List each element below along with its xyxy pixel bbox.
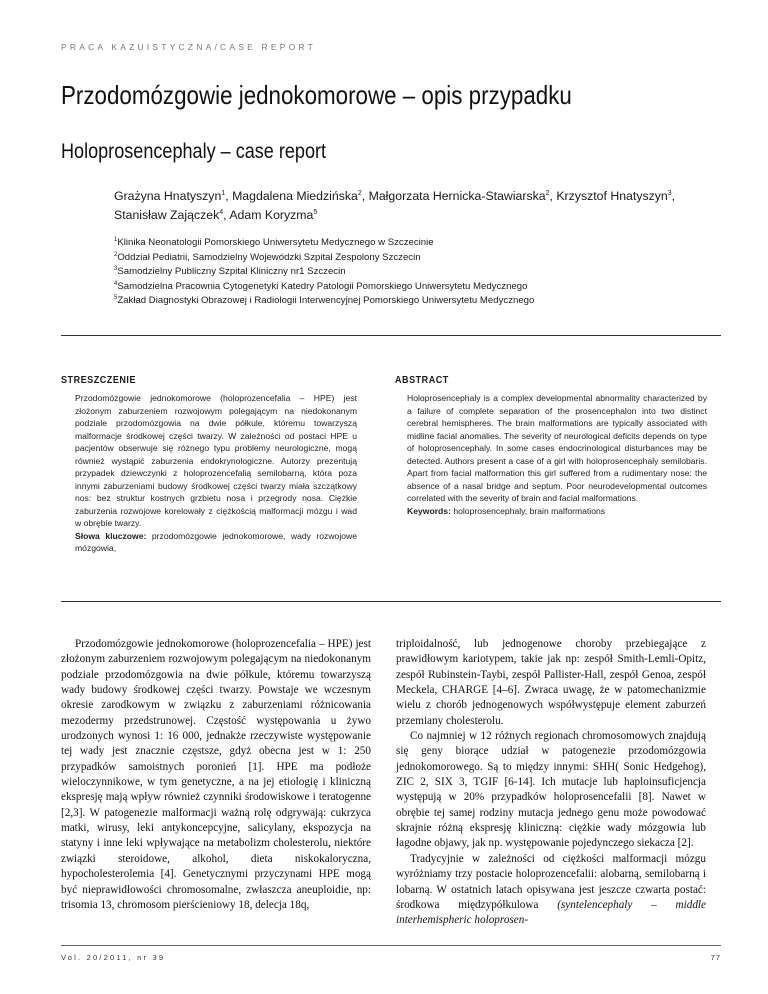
author-affiliation-marker: 2 (545, 189, 550, 197)
page-number: 77 (710, 953, 721, 962)
body-column-left (61, 637, 371, 913)
abstract-heading: ABSTRACT (395, 375, 449, 386)
keywords-en: holoprosencephaly, brain malformations (453, 505, 606, 516)
section-tag: PRACA KAZUISTYCZNA/CASE REPORT (61, 42, 317, 52)
affiliation: $^3$Samodzielny Publiczny Szpital Kliniczny nr1 Szczecin (114, 266, 346, 278)
paragraph: triploidalność, lub jednogenowe choroby przebiegające z prawidłowym kariotypem, takie jak np: zespół Smith-Lemli-Opitz, zespół Rubinstein-Taybi, zespół Pallister-Hall, zespół Genoa, zespół Meckela, CHARGE [4–6]. Zwraca uwagę, że w patomechanizmie wielu z chorób jednogenowych współwystępuje element zaburzeń przemiany cholesterolu. (396, 638, 706, 727)
author-list: Grażyna Hnatyszyn$^1$, Magdalena Miedzińska$^2$, Małgorzata Hernicka-Stawiarska$^2$, Krzysztof Hnatyszyn$^3$, Stanisław Zajączek$^4$, Adam Koryzma$^5$ (114, 189, 676, 222)
divider-bottom (61, 601, 721, 602)
affiliation: $^2$Oddział Pediatrii, Samodzielny Wojewódzki Szpital Zespolony Szczecin (114, 251, 421, 263)
body-column-right (396, 637, 706, 929)
author: Stanisław Zajączek (114, 208, 220, 222)
divider-top (61, 335, 721, 336)
paragraph: Co najmniej w 12 różnych regionach chromosomowych znajdują się geny biorące udział w patogenezie przodomózgowia jednokomorowego. Są to między innymi: SHH( Sonic Hedgehog), ZIC 2, SIX 3, TGIF [6-14]. Ich mutacje lub haploinsuficjencja występują w 20% przypadków holoprosencefalii [8]. Nawet w obrębie tej samej rodziny mutacja jednego genu może powodować skrajnie różną ekspresję kliniczną: ciężkie wady mózgowia lub łagodne objawy, jak np. występowanie pojedynczego siekacza [2]. (396, 730, 706, 850)
keywords-pl: przodomózgowie jednokomorowe, wady rozwojowe mózgowia, (75, 530, 357, 553)
streszczenie-heading: STRESZCZENIE (61, 375, 136, 386)
footer-rule (61, 945, 721, 946)
author-affiliation-marker: 5 (313, 208, 318, 216)
author: Adam Koryzma (229, 208, 314, 222)
author: Małgorzata Hernicka-Stawiarska (368, 189, 546, 203)
keywords-label-en: Keywords: (407, 505, 451, 516)
streszczenie-body: Przodomózgowie jednokomorowe (holoprozencefalia – HPE) jest złożonym zaburzeniem rozwojowym polegającym na niedokonanym podziale przodomózgowia na dwie półkule, któremu towarzyszą malformacje środkowej części twarzy. W zależności od postaci HPE u pacjentów obserwuje się różnego typu problemy neurologiczne, mogą również wystąpić zaburzenia endokrynologiczne. Autorzy prezentują przypadek dziewczynki z holoprozencefalią semilobarną, która poza innymi zaburzeniami budowy środkowej części twarzy miała szczątkowy nos: bez struktur kostnych grzbietu nosa i przegrody nosa. Ciężkie zaburzenia rozwojowe korelowały z ciężkością malformacji mózgu i wad w obrębie twarzy. Słowa kluczowe: przodomózgowie jednokomorowe, wady rozwojowe mózgowia, (75, 393, 357, 553)
author-affiliation-marker: 2 (357, 189, 362, 197)
affiliation: $^5$Zakład Diagnostyki Obrazowej i Radiologii Interwencyjnej Pomorskiego Uniwersytetu Medycznego (114, 295, 535, 307)
author-affiliation-marker: 1 (221, 189, 226, 197)
author: Magdalena Miedzińska (232, 189, 358, 203)
paragraph: Przodomózgowie jednokomorowe (holoprozencefalia – HPE) jest złożonym zaburzeniem rozwojowym polegającym na niedokonanym podziale przodomózgowia na dwie półkule, któremu towarzyszą wady budowy środkowej części twarzy. Powstaje we wczesnym okresie zarodkowym w związku z zaburzeniami różnicowania mezodermy przedstrunowej. Częstość występowania u żywo urodzonych wynosi 1: 16 000, jednakże rzeczywiste występowanie tej wady jest znacznie częstsze, gdyż obecna jest w 1: 250 przypadków samoistnych poronień [1]. HPE ma podłoże wieloczynnikowe, w tym genetyczne, a na jej etiologię i kliniczną ekspresję mają wpływ również czynniki środowiskowe i teratogenne [2,3]. W patogenezie malformacji ważną rolę odgrywają: cukrzyca matki, wirusy, leki antykoncepcyjne, salicylany, ekspozycja na statyny i inne leki wpływające na metabolizm cholesterolu, niektóre związki steroidowe, alkohol, dieta niskokaloryczna, hypocholesterolemia [4]. Genetycznymi przyczynami HPE mogą być nieprawidłowości chromosomalne, zwłaszcza aneuploidie, np: trisomia 13, chromosom pierścieniowy 18, delecja 18q, (61, 638, 371, 911)
author-affiliation-marker: 4 (219, 208, 224, 216)
paragraph: Tradycyjnie w zależności od ciężkości malformacji mózgu wyróżniamy trzy postacie holoprozencefalii: alobarną, semilobarną i lobarną. W ostatnich latach opisywana jest jeszcze czwarta postać: środkowa międzypółkulowa (syntelencephaly – middle interhemispheric holoprosen- (396, 852, 706, 927)
volume-info: Vol. 20/2011, nr 39 (61, 953, 166, 962)
article-title-pl: Przodomózgowie jednokomorowe – opis przypadku (61, 80, 572, 110)
abstract-body: Holoprosencephaly is a complex developmental abnormality characterized by a failure of complete separation of the prosencephalon into two distinct cerebral hemispheres. The brain malformations are typically associated with midline facial anomalies. The severity of neurological deficits depends on type of holoprosencephaly. In some cases endocrinological disturbances may be detected. Authors present a case of a girl with holoprosencephaly semilobaris. Apart from facial malformation this girl suffered from a rudimentary nose: the absence of a nasal bridge and septum. Poor neurodevelopmental outcomes correlated with the severity of brain and facial malformations. Keywords: holoprosencephaly, brain malformations (407, 393, 707, 516)
author: Grażyna Hnatyszyn (114, 189, 222, 203)
author: Krzysztof Hnatyszyn (556, 189, 668, 203)
keywords-label-pl: Słowa kluczowe: (75, 530, 147, 541)
article-title-en: Holoprosencephaly – case report (61, 140, 327, 163)
affiliation: $^1$Klinika Neonatologii Pomorskiego Uniwersytetu Medycznego w Szczecinie (114, 236, 434, 248)
affiliation: $^4$Samodzielna Pracownia Cytogenetyki Katedry Patologii Pomorskiego Uniwersytetu Medycznego (114, 280, 528, 292)
affiliation-list (114, 236, 714, 309)
author-affiliation-marker: 3 (667, 189, 672, 197)
